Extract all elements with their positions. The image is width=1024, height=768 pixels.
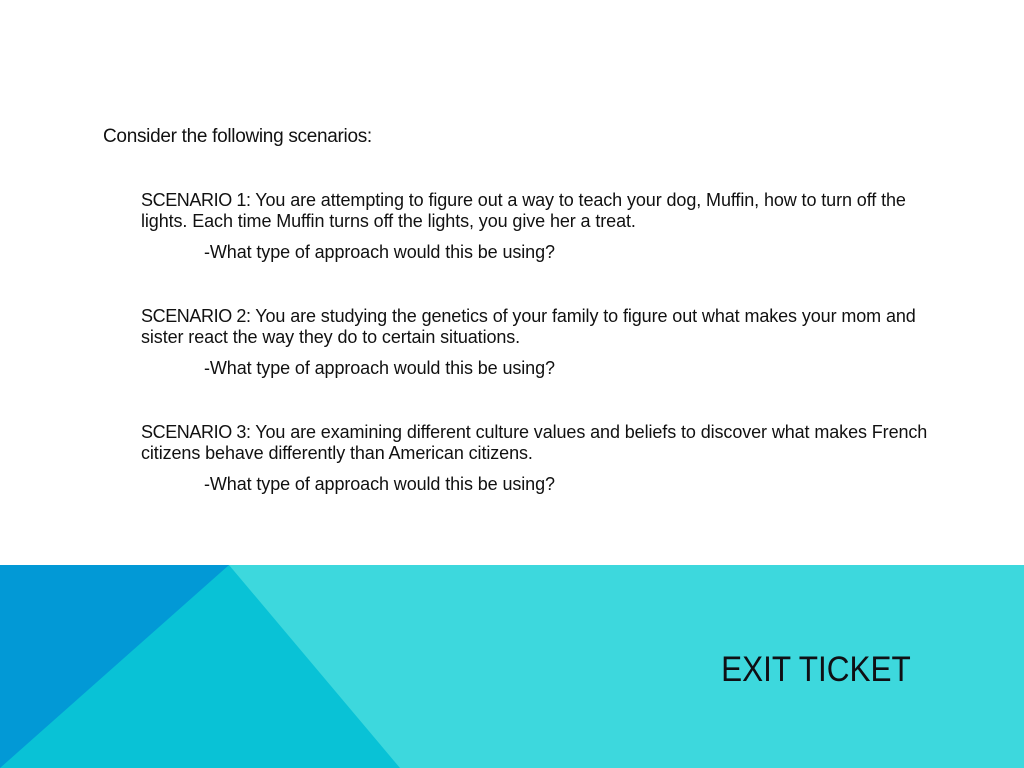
intro-text: Consider the following scenarios: xyxy=(103,126,372,147)
scenario-text: You are examining different culture values and beliefs to discover what makes French citizens behave differently than American citizens. xyxy=(141,422,928,463)
scenario-question: -What type of approach would this be using? xyxy=(204,474,555,494)
scenario-heading: SCENARIO 1: xyxy=(141,190,251,210)
scenario-question: -What type of approach would this be using? xyxy=(204,242,555,262)
scenario-heading: SCENARIO 3: xyxy=(141,422,251,442)
scenario-text: You are studying the genetics of your family to figure out what makes your mom and sister react the way they do to certain situations. xyxy=(141,306,916,347)
scenario-heading: SCENARIO 2: xyxy=(141,306,251,326)
title-banner xyxy=(0,565,1024,768)
slide-title: EXIT TICKET xyxy=(721,650,911,689)
scenario-block xyxy=(141,190,941,263)
scenario-text: You are attempting to figure out a way to teach your dog, Muffin, how to turn off the lights. Each time Muffin turns off the lights, you give her a treat. xyxy=(141,190,906,231)
scenario-question: -What type of approach would this be using? xyxy=(204,358,555,378)
scenario-block xyxy=(141,422,941,495)
scenario-block xyxy=(141,306,941,379)
